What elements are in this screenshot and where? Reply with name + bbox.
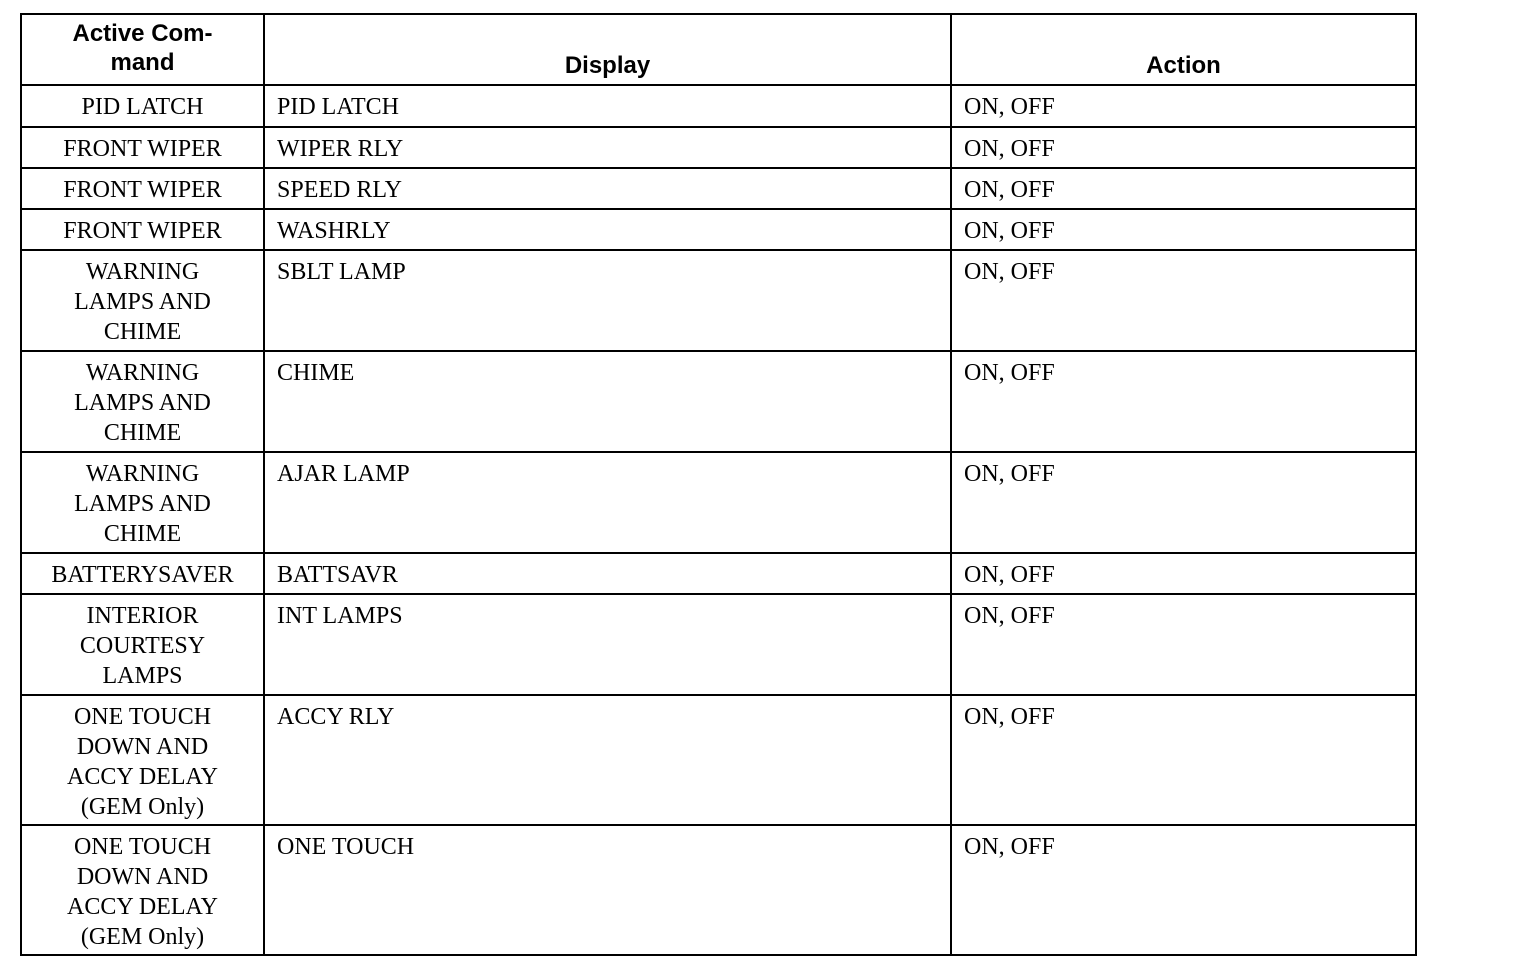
header-action: Action [951,14,1416,85]
table-row [21,825,1416,955]
command-cell: INTERIOR COURTESY LAMPS [21,594,264,695]
action-cell: ON, OFF [951,825,1416,955]
table-row [21,452,1416,553]
table-row [21,168,1416,209]
header-display: Display [264,14,951,85]
display-cell: BATTSAVR [264,553,951,594]
table-row [21,553,1416,594]
display-cell: AJAR LAMP [264,452,951,553]
display-cell: WIPER RLY [264,127,951,168]
action-cell: ON, OFF [951,452,1416,553]
table-row [21,351,1416,452]
command-cell: WARNING LAMPS AND CHIME [21,250,264,351]
table-row [21,127,1416,168]
command-cell: ONE TOUCH DOWN AND ACCY DELAY (GEM Only) [21,695,264,825]
action-cell: ON, OFF [951,594,1416,695]
display-cell: SBLT LAMP [264,250,951,351]
display-cell: INT LAMPS [264,594,951,695]
action-cell: ON, OFF [951,127,1416,168]
command-cell: WARNING LAMPS AND CHIME [21,452,264,553]
display-cell: ONE TOUCH [264,825,951,955]
action-cell: ON, OFF [951,695,1416,825]
command-cell: FRONT WIPER [21,168,264,209]
table-row [21,85,1416,127]
table-row [21,209,1416,250]
action-cell: ON, OFF [951,351,1416,452]
table-row [21,250,1416,351]
display-cell: PID LATCH [264,85,951,127]
action-cell: ON, OFF [951,209,1416,250]
command-cell: PID LATCH [21,85,264,127]
command-cell: ONE TOUCH DOWN AND ACCY DELAY (GEM Only) [21,825,264,955]
command-cell: WARNING LAMPS AND CHIME [21,351,264,452]
table-row [21,594,1416,695]
command-cell: FRONT WIPER [21,209,264,250]
header-row [21,14,1416,85]
active-command-table [20,13,1417,956]
display-cell: WASHRLY [264,209,951,250]
display-cell: ACCY RLY [264,695,951,825]
action-cell: ON, OFF [951,553,1416,594]
action-cell: ON, OFF [951,250,1416,351]
command-cell: FRONT WIPER [21,127,264,168]
action-cell: ON, OFF [951,168,1416,209]
command-cell: BATTERYSAVER [21,553,264,594]
table-row [21,695,1416,825]
action-cell: ON, OFF [951,85,1416,127]
display-cell: CHIME [264,351,951,452]
display-cell: SPEED RLY [264,168,951,209]
header-active-command: Active Com- mand [21,14,264,85]
